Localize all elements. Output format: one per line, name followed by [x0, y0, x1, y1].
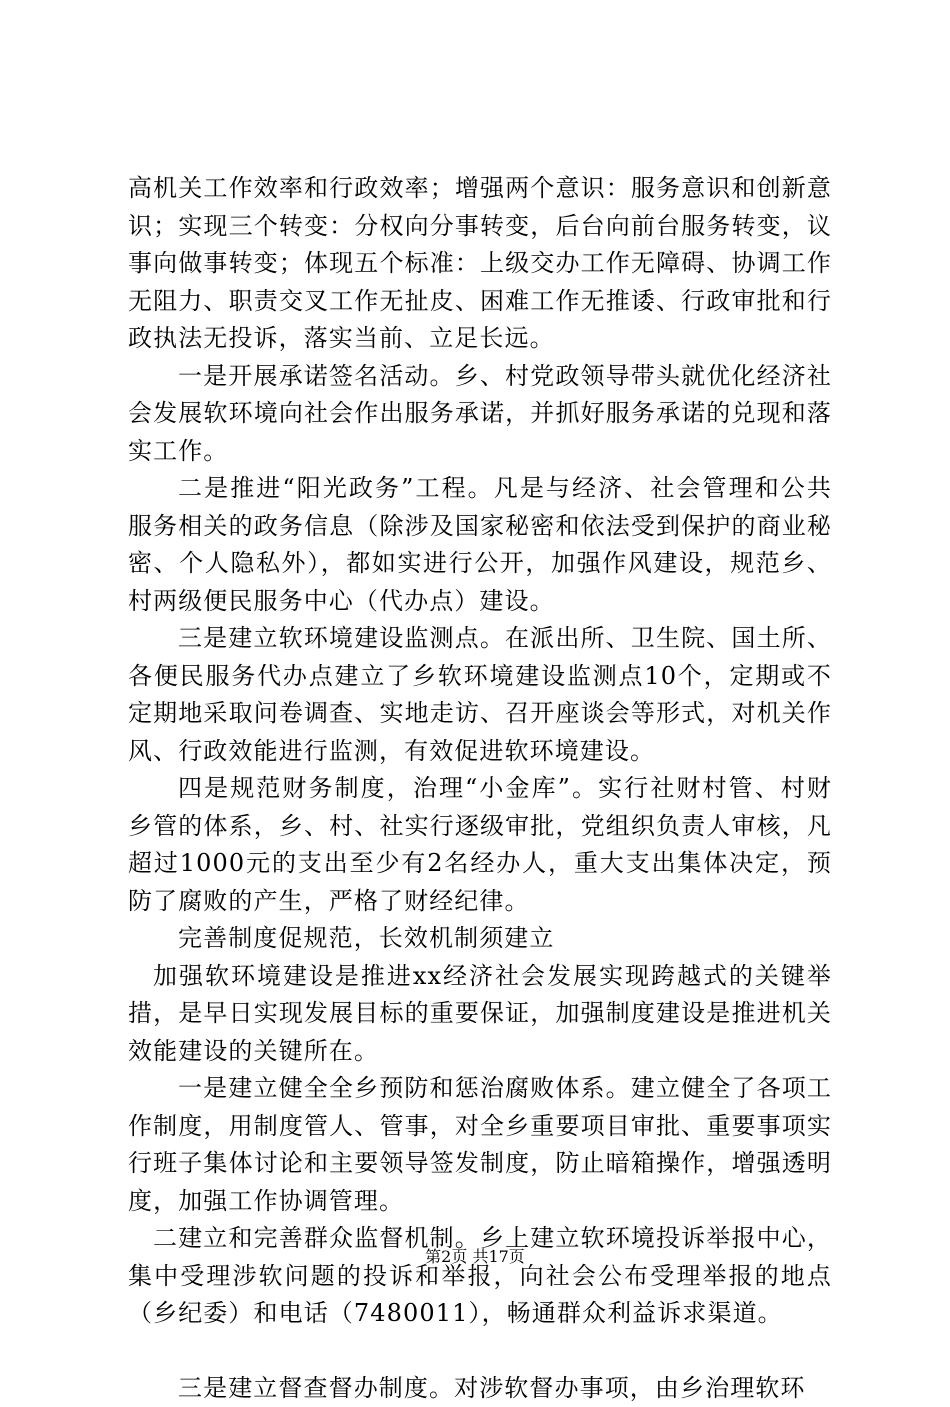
- paragraph-sunshine-government: 二是推进“阳光政务”工程。凡是与经济、社会管理和公共服务相关的政务信息（除涉及国家秘密和依法受到保护的商业秘密、个人隐私外），都如实进行公开，加强作风建设，规范乡、村两级便民服务中心（代办点）建设。: [128, 470, 832, 620]
- document-body: [128, 170, 832, 1407]
- paragraph-spacer: [128, 1333, 832, 1370]
- paragraph-public-supervision: 二建立和完善群众监督机制。乡上建立软环境投诉举报中心，集中受理涉软问题的投诉和举报，向社会公布受理举报的地点（乡纪委）和电话（7480011），畅通群众利益诉求渠道。: [128, 1220, 832, 1333]
- paragraph-financial-system: 四是规范财务制度，治理“小金库”。实行社财村管、村财乡管的体系，乡、村、社实行逐级审批，党组织负责人审核，凡超过1000元的支出至少有2名经办人，重大支出集体决定，预防了腐败的产生，严格了财经纪律。: [128, 770, 832, 920]
- page-footer: 第2页 共17页: [0, 1244, 950, 1267]
- paragraph-continuation: 高机关工作效率和行政效率；增强两个意识：服务意识和创新意识；实现三个转变：分权向分事转变，后台向前台服务转变，议事向做事转变；体现五个标准：上级交办工作无障碍、协调工作无阻力、职责交叉工作无扯皮、困难工作无推诿、行政审批和行政执法无投诉，落实当前、立足长远。: [128, 170, 832, 358]
- paragraph-supervision-system: 三是建立督查督办制度。对涉软督办事项，由乡治理软环: [128, 1370, 832, 1407]
- paragraph-pledge-activity: 一是开展承诺签名活动。乡、村党政领导带头就优化经济社会发展软环境向社会作出服务承诺，并抓好服务承诺的兑现和落实工作。: [128, 358, 832, 471]
- paragraph-anti-corruption: 一是建立健全全乡预防和惩治腐败体系。建立健全了各项工作制度，用制度管人、管事，对全乡重要项目审批、重要事项实行班子集体讨论和主要领导签发制度，防止暗箱操作，增强透明度，加强工作协调管理。: [128, 1070, 832, 1220]
- paragraph-monitoring-points: 三是建立软环境建设监测点。在派出所、卫生院、国土所、各便民服务代办点建立了乡软环境建设监测点10个，定期或不定期地采取问卷调查、实地走访、召开座谈会等形式，对机关作风、行政效能进行监测，有效促进软环境建设。: [128, 620, 832, 770]
- section-heading: 完善制度促规范，长效机制须建立: [128, 920, 832, 958]
- paragraph-section-intro: 加强软环境建设是推进xx经济社会发展实现跨越式的关键举措，是早日实现发展目标的重要保证，加强制度建设是推进机关效能建设的关键所在。: [128, 958, 832, 1071]
